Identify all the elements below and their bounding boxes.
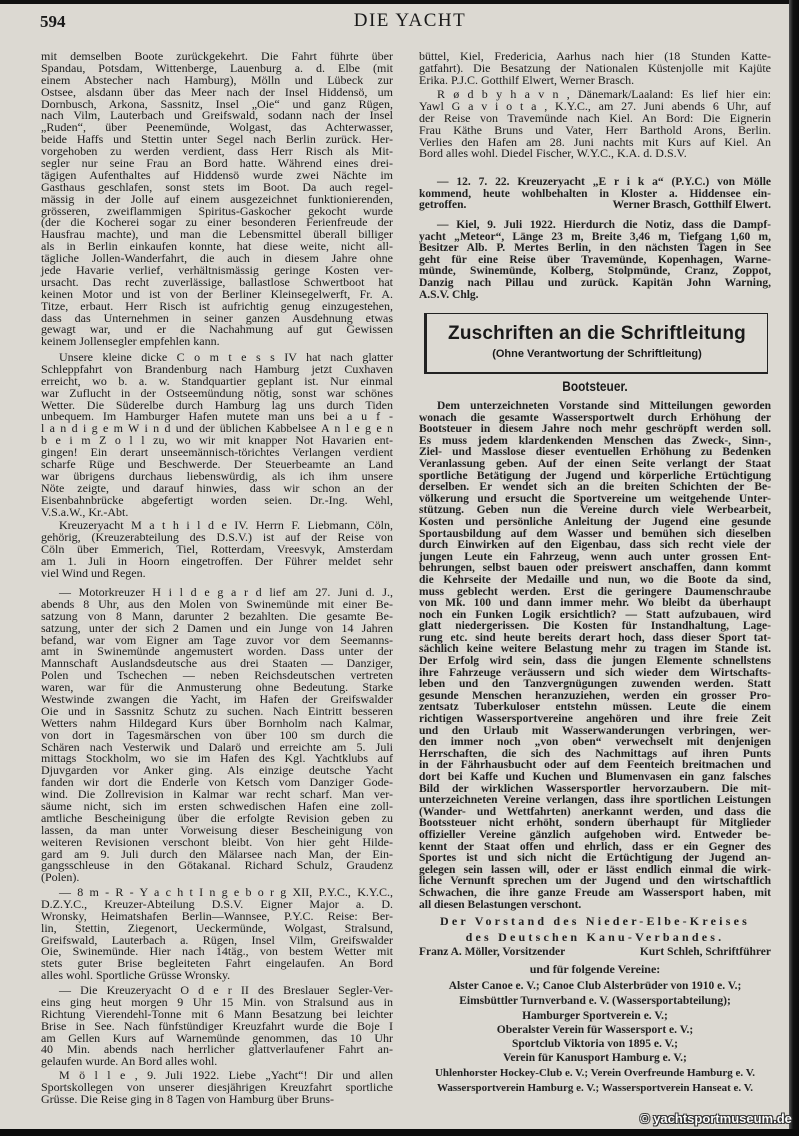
signature-board: Der Vorstand des Nieder-Elbe-Kreises [440, 914, 750, 928]
text-line-content: gesunde Menschen heranzuziehen, werden ein grosser Pro- [419, 689, 771, 702]
text-line-content: gangsschleuse in den Götakanal. Richard Schulz, Graudenz [41, 858, 393, 873]
text-line-content: Ziel- und Masslose dieser eventuellen Erhöhung zu Bedenken [419, 446, 771, 459]
text-line-content: gelaufen wurde. An Bord alles wohl. [41, 1054, 218, 1069]
text-line-content: (Wander- und Wettfahrten) anerkannt werden, und dass die [419, 805, 771, 818]
scan-bottom-edge [0, 1129, 799, 1136]
text-line-content: von Mk. 100 und dann immer mehr. Wo bleibt da überhaupt [419, 597, 771, 610]
text-line-content: lassen, da man unter Vorweisung dieser Bescheinigung von [41, 822, 393, 837]
text-line [41, 504, 393, 519]
watermark: © yachtsportmuseum.de [640, 1111, 792, 1126]
section-subtitle: (Ohne Verantwortung der Schriftleitung) [492, 348, 702, 360]
text-line-content: gard am 9. Juli durch den Mälarsee nach Man, der Ein- [41, 846, 393, 861]
text-line-content: Oie und in Sassnitz Schutz zu suchen. Nach Eintritt besseren [41, 703, 393, 718]
text-line-content: Erika. P.J.C. Gotthilf Elwert, Werner Brasch. [419, 72, 635, 87]
text-line-content: geht für eine Reise über Travemünde, Kopenhagen, Warne- [419, 253, 771, 266]
text-line-content: Brise in See. Nach fünfstündiger Kreuzfahrt wurde die Boje I [41, 1018, 393, 1033]
text-line-content: und den Urlaub mit Wasserwanderungen verbringen, wer- [419, 724, 771, 737]
text-line-content: (der die Kocherei sogar zu einer besonderen Ferienfreude der [41, 215, 393, 230]
text-line-content: Djuvgarden vor Anker ging. Als einzige deutsche Yacht [41, 763, 393, 778]
text-line [419, 598, 771, 610]
text-line-content: war Zuflucht in der Ostseemündung nötig, sonst war schönes [41, 385, 393, 400]
text-line [419, 714, 771, 726]
text-line-content: stets guter Brise begleiteten Fahrt eingelaufen. An Bord [41, 956, 393, 971]
text-line [419, 401, 771, 413]
text-line [41, 860, 393, 872]
text-line-content: Schären nach Vesterwik und Dalarö und erreichte am 5. Juli [41, 739, 393, 754]
club-line: Eimsbüttler Turnverband e. V. (Wassersportabteilung); [459, 995, 731, 1007]
text-line-content: segler nur seine Frau an Bord hatte. Während eines drei- [41, 156, 393, 171]
text-line-content: von dort in Tagesmärschen von über 100 sm durch die [41, 727, 393, 742]
text-line-content: büttel, Kiel, Fredericia, Aarhus nach hier (18 Stunden Katte- [419, 49, 771, 63]
text-line [419, 888, 771, 900]
text-line [419, 656, 771, 668]
signature-names [419, 946, 771, 959]
text-line [419, 72, 771, 87]
text-line-content: muss geblecht werden. Erst die geringere Daumenschraube [419, 585, 771, 598]
text-line-content: Bootsteuer in diesem Jahre noch mehr geschröpft werden soll. [419, 423, 771, 436]
text-line-content: alles wohl. Sportliche Grüsse Wronsky. [41, 968, 231, 983]
club-line: Wassersportverein Hamburg e. V.; Wassersportverein Hanseat e. V. [436, 1082, 754, 1094]
text-line [41, 1091, 393, 1106]
text-line-content: sächlich keine weitere Belastung mehr zu tragen im Stande ist. [419, 643, 771, 656]
text-line-content: „Ruden“, über Peenemünde, Wolgast, das Achterwasser, [41, 120, 393, 135]
text-line-content: am Gellen Kurs auf Warnemünde genommen, das 10 Uhr [41, 1030, 393, 1045]
text-line-content: Sportskollegen von unserer diesjährigen Kreuzfahrt sportliche [41, 1079, 393, 1094]
section-title: Zuschriften an die Schriftleitung [448, 323, 746, 344]
text-line-content: (Polen). [41, 870, 80, 885]
text-line [41, 872, 393, 884]
page-number: 594 [40, 12, 66, 31]
text-line-content: Es muss jedem klardenkenden Menschen das Zweck-, Sinn-, [419, 434, 771, 447]
signature-chair: Franz A. Möller, Vorsitzender [419, 946, 566, 958]
text-line-content: tägigen Aufenthaltes auf Hiddensö wurde zwei Nächte im [41, 167, 393, 182]
text-line-content: gehörig, (Kreuzerabteilung des D.S.V.) ist auf der Reise von [41, 529, 393, 544]
text-line-content: erreicht, wo b. a. w. Standquartier geplant ist. Nur einmal [41, 373, 393, 388]
text-line-content: münde, Swinemünde, Kolberg, Stolpmünde, Cranz, Zoppot, [419, 265, 771, 278]
text-line-content: Veranlassung geben. Auf der einen Seite verlangt der Staat [419, 457, 771, 470]
text-line-content: nach Vilm, Lauterbach und Greifswald, sodann nach der Insel [41, 108, 393, 123]
text-line-content: Sportausbildung auf dem Wasser und bemühen sich dieselben [419, 527, 771, 540]
text-line-content: dass das Unternehmen in seiner ganzen Ausdehnung etwas [41, 310, 393, 325]
text-line-content: Hausfrau machte), und man die Lebensmittel überall billiger [41, 227, 393, 242]
text-line-content: derselben. Er wendet sich an die breiten Schichten der Be- [419, 481, 771, 494]
text-line [419, 575, 771, 587]
clubs-intro: und für folgende Vereine: [529, 962, 661, 976]
text-line-content: Der Erfolg wird sein, dass die jungen Elemente schnellstens [419, 655, 771, 668]
text-line [419, 517, 771, 529]
text-line-content: Besitzer Alb. P. Mertes Berlin, in den nächsten Tagen in See [419, 242, 771, 255]
text-line [41, 565, 393, 580]
text-line-content: keinen Motor und ist von der Berliner Kleinsegelwerft, Fr. A. [41, 286, 393, 301]
text-line-content: sportliche Betätigung der Jugend und körperliche Ertüchtigung [419, 469, 771, 482]
text-line-content: beide Haffs und Stettin unter Segel nach Berlin zurück. Her- [41, 132, 393, 147]
text-line-content: Unsere kleine dicke C o m t e s s IV hat nach glatter [59, 350, 393, 364]
text-line-content: Schwachen, die ihre ganze Freude am Wassersport haben, mit [419, 886, 771, 899]
text-line-content: Richtung Vierendehl-Tonne mit 6 Mann Besatzung bei leichter [41, 1006, 393, 1021]
paragraph-meteor [419, 220, 771, 301]
text-line-content: behrungen, selbst bauen oder preiswert anschaffen, dann kommt [419, 562, 771, 575]
signature-secretary: Kurt Schleh, Schriftführer [639, 946, 771, 958]
text-line-content: Kreuzeryacht M a t h i l d e IV. Herrn F. Liebmann, Cöln, [59, 518, 393, 532]
text-line-content: offizieller Vereine gänzlich aufgehoben wird. Entweder be- [419, 828, 771, 841]
text-line-content: dort bei Kaffe und Kuchen und Blumenvasen ein ganz falsches [419, 771, 771, 783]
paragraph-roedbyhavn [419, 89, 771, 160]
text-line-content: Bild der wirklichen Wassersportler hervorzaubern. Die mit- [419, 782, 771, 795]
text-line-content: rung etc. sind heute bereits derart hoch, dass dieser Sport tat- [419, 631, 771, 644]
text-line-content: amtliche Bescheinigung über die erfolgte Revision geben zu [41, 810, 393, 825]
paragraph-moelle [41, 1070, 393, 1106]
running-title: DIE YACHT [353, 10, 467, 31]
text-line [419, 220, 771, 232]
text-line-content: liche Vernunft sprechen um der Jugend und den wirtschaftlich [419, 875, 771, 888]
text-line-content: Dem unterzeichneten Vorstande sind Mitteilungen geworden [437, 400, 771, 412]
club-line: Sportclub Viktoria von 1895 e. V.; [511, 1038, 679, 1050]
text-line [419, 459, 771, 471]
paragraph-erika [419, 177, 771, 212]
text-line-content: gelegen sein lassen will, oder er lässt endlich einmal die wirk- [419, 863, 771, 876]
text-line-content: leben und den Tanzvergnügungen zuwenden werden. Statt [419, 678, 771, 691]
text-line-content: Wetters nahm Hildegard Kurs über Bornholm nach Kalmar, [41, 715, 393, 730]
text-line-content: wonach die gesamte Wassersportwelt durch Erhöhung der [419, 411, 771, 424]
text-line-content: scharfe Rüge und Beschwerde. Der Steuerbeamte an Land [41, 457, 393, 472]
text-line-content: wind. Die Zollrevision in Kalmar war recht scharf. Man ver- [41, 787, 393, 802]
text-line-content: mittags Stockholm, wo sie im Hafen des Kgl. Yachtklubs auf [41, 751, 393, 766]
text-line-content: Kosten und persönliche Anleitung der Jugend eine gesunde [419, 515, 771, 528]
text-line [419, 148, 771, 160]
text-line-content: M ö l l e , 9. Juli 1922. Liebe „Yacht“! Dir und allen [59, 1068, 393, 1082]
text-line-content: V.S.a.W., Kr.-Abt. [41, 504, 129, 519]
paragraph-risch-trip [41, 51, 393, 348]
text-line-content: ursacht. Das recht zuverlässige, ballastlose Schwertboot hat [41, 274, 393, 289]
text-line-content: am 1. Juli in Hoorn eingetroffen. Der Führer meldet sehr [41, 553, 393, 568]
signature: Werner Brasch, Gotthilf Elwert. [612, 199, 771, 212]
text-line-content: Cöln über Emmerich, Tiel, Rotterdam, Vreesvyk, Amsterdam [41, 541, 393, 556]
club-line: Oberalster Verein für Wassersport e. V.; [496, 1024, 694, 1036]
text-line-content: lin, Stettin, Ziegenort, Ueckermünde, Wolgast, Stralsund, [41, 920, 393, 935]
text-line-content: gingen! Ein derart unseemännisch-törichtes Verlangen verdient [41, 445, 393, 460]
text-line-content: — 8 m - R - Y a c h t I n g e b o r g XII, P.Y.C., K.Y.C., [59, 885, 393, 899]
text-line-content: durch Einwirken auf den Eigenbau, dass sich recht viele der [419, 539, 771, 552]
text-line-content: einem Abstecher nach Hamburg), Mölln und Lübeck zur [41, 72, 393, 87]
text-line-content: Oie, Swinemünde. Hier nach 14täg., von bestem Wetter mit [41, 944, 393, 959]
text-line-content: viel Wind und Regen. [41, 565, 146, 580]
scan-top-edge [0, 0, 799, 4]
text-line-content: säume nicht, sich im ersten schwedischen Hafen eine zoll- [41, 799, 393, 814]
text-line-content: war übrigens durchaus liebenswürdig, als ich ihm unsere [41, 468, 393, 483]
text-line-content: A.S.V. Chlg. [419, 288, 479, 301]
paragraph-moelle-cont [419, 51, 771, 87]
text-line-content: Frau Käthe Bruns und Vater, Herr Barthold Arons, Berlin. [419, 122, 771, 137]
text-line [419, 900, 771, 912]
text-line-content: Eisenbahnbrücke abgefertigt worden seien. Dr.-Ing. Wehl, [41, 492, 393, 507]
text-line-content: ihre Fahrzeuge veräussern und sich wieder dem Wirtschafts- [419, 666, 771, 679]
text-line-content: zentsatz Tuberkuloser entstehn müssen. Leute die einem [419, 701, 771, 714]
text-line-content: 40 Min. abends nach herrlicher glattverlaufener Fahrt an- [41, 1042, 393, 1057]
text-line-content: Verlies den Hafen am 28. Juni nachts mit Kurs auf Kiel. An [419, 134, 771, 149]
scan-right-edge [789, 0, 799, 1136]
text-line-content: fanden wir dort die Enderle von Ketsch vom Danziger Gode- [41, 775, 393, 790]
text-line [419, 853, 771, 865]
text-line-content: gewagt war, und er die Nachahmung auf gut Gewissen [41, 322, 393, 337]
text-line-content: Westwinde zwangen die Yacht, im Hafen der Greifswalder [41, 692, 393, 707]
signature-association: des Deutschen Kanu-Verbandes. [465, 930, 725, 944]
text-line-content: Yawl G a v i o t a , K.Y.C., am 27. Juni abends 6 Uhr, auf [419, 98, 771, 113]
text-line-content: mässig in der Jolle auf einem ausgezeichnet funktionierenden, [41, 191, 393, 206]
text-line-content: — Kiel, 9. Juli 1922. Hierdurch die Notiz, dass die Dampf- [437, 219, 771, 231]
text-line [41, 1056, 393, 1068]
paragraph-bootsteuer [419, 401, 771, 911]
text-line-content: völkerung und ersucht die Sportvereine um weitgehende Unter- [419, 492, 771, 505]
text-line [419, 290, 771, 302]
paragraph-mathilde [41, 520, 393, 579]
text-line-content: den immer noch „von oben“ verwechselt mit denjenigen [419, 736, 771, 749]
club-line: Alster Canoe e. V.; Canoe Club Alsterbrüder von 1910 e. V.; [448, 980, 742, 992]
paragraph-ingeborg [41, 887, 393, 982]
text-line-content: Nöte zeigte, und darauf hinwies, dass wir schon an der [41, 480, 393, 495]
text-line-content: D.Z.Y.C., Kreuzer-Abteilung D.S.V. Eigner Major a. D. [41, 896, 393, 911]
text-line-content: unterzeichneten Vereine verlangen, dass ihre sportlichen Leistungen [419, 794, 771, 807]
text-line-content: stützung. Geben nun die Vereine durch viele Werbearbeit, [419, 504, 771, 517]
text-line-content: satzung, unter der sich 2 Damen und ein Junge von 14 Jahren [41, 620, 393, 635]
text-line-content: Spandau, Potsdam, Wittenberge, Lauenburg a. d. Elbe (mit [41, 60, 393, 75]
text-line-content: Greifswald, Lauterbach a. Rügen, Insel Vilm, Greifswalder [41, 932, 393, 947]
text-line-content: getroffen. [419, 199, 467, 212]
text-line-content: als in Berlin einkaufen konnte, hat diese weite, nicht all- [41, 239, 393, 254]
text-line-content: keinem Jollensegler empfehlen kann. [41, 334, 220, 349]
text-line-content: kommend, heute wohlbehalten in Kloster a. Hiddensee ein- [419, 187, 771, 200]
text-line-content: gatfahrt). Die Besatzung der Nationalen Küstenjolle mit Kajüte [419, 60, 771, 75]
text-line-content: satzung von 8 Mann, darunter 2 bezahlten. Die gesamte Be- [41, 608, 393, 623]
text-line-content: waren, war für die Anmusterung ohne Bedeutung. Starke [41, 680, 393, 695]
text-line-content: grösseren, zweiflammigen Spiritus-Gaskocher gekocht wurde [41, 203, 393, 218]
text-line-content: l a n d i g e m W i n d und der üblichen Kabbelsee A n l e g e n [41, 421, 393, 436]
text-line-content: mit demselben Boote zurückgekehrt. Die Fahrt führte über [41, 49, 393, 63]
text-line-content: die Kehrseite der Medaille und nun, wo die Boote da sind, [419, 573, 771, 586]
club-line: Verein für Kanusport Hamburg e. V.; [503, 1052, 687, 1064]
paragraph-oder [41, 985, 393, 1068]
text-line-content: Ostsee, alsdann über das Meer nach der Insel Hiddensö, um [41, 84, 393, 99]
text-line-content: b e i m Z o l l zu, wo wir mit knapper Not Havarien ent- [41, 433, 393, 448]
club-line: Uhlenhorster Hockey-Club e. V.; Verein Overfreunde Hamburg e. V. [434, 1067, 756, 1079]
text-line-content: — Motorkreuzer H i l d e g a r d lief am 27. Juni d. J., [59, 585, 393, 599]
text-line-content: befand, war vom Eigner am Tage zuvor vor dem Seemanns- [41, 632, 393, 647]
letters-section-box [424, 313, 768, 374]
text-line-content: yacht „Meteor“, Länge 23 m, Breite 3,46 m, Tiefgang 1,60 m, [419, 230, 771, 243]
text-line [419, 177, 771, 189]
text-line-content: — 12. 7. 22. Kreuzeryacht „E r i k a“ (P.Y.C.) von Mölle [437, 176, 771, 188]
text-line [419, 540, 771, 552]
text-line [419, 482, 771, 494]
text-line-content: abends 8 Uhr, aus den Molen von Swinemünde mit einer Be- [41, 596, 393, 611]
text-line-content: kennt der Staat offen und ehrlich, dass er ein Gegner des [419, 840, 771, 853]
text-line-content: Gasthaus geschlafen, sonst stets im Boot. Da auch regel- [41, 179, 393, 194]
text-line-content: jungen Leute ein Fahrzeug, wenn auch unter grossen Ent- [419, 550, 771, 563]
text-line-content: Bord alles wohl. Diedel Fischer, W.Y.C., K.A. d. D.S.V. [419, 146, 687, 161]
text-line [41, 336, 393, 348]
text-line-content: Schleppfahrt von Brandenburg nach Hamburg jetzt Cuxhaven [41, 361, 393, 376]
text-line-content: — Die Kreuzeryacht O d e r II des Breslauer Segler-Ver- [59, 983, 393, 997]
text-line-content: Grüsse. Die Reise ging in 8 Tagen von Hamburg über Bruns- [41, 1091, 335, 1106]
text-line-content: eins ging heut morgen 9 Uhr 15 Min. von Stralsund aus in [41, 994, 393, 1009]
text-line [419, 200, 771, 212]
text-line-content: unbequem. Im Hamburger Hafen mutete man uns bei a u f - [41, 409, 393, 424]
text-line-content: Dornbusch, Arkona, Sassnitz, Insel „Oie“ und ganz Rügen, [41, 96, 393, 111]
text-line [419, 772, 771, 784]
text-line-content: weiteren Revisionen verschont bleibt. Von hier geht Hilde- [41, 834, 393, 849]
text-line-content: Wetter. Die Süderelbe durch Hamburg lag uns durch Tiden [41, 397, 393, 412]
letter-heading: Bootsteuer. [562, 378, 628, 394]
text-line-content: Bootssteuer nicht erhöht, sondern überhaupt für Mitglieder [419, 817, 771, 830]
text-line-content: Titze, erbaut. Herr Risch ist aufrichtig genug einzugestehen, [41, 298, 393, 313]
text-line-content: richtigen Wassersportvereine angehören und ihre freie Zeit [419, 713, 771, 726]
text-line-content: Sportes ist und sich nicht die Ertüchtigung der Jugend an- [419, 852, 771, 865]
text-line-content: Wronsky, Heimatshafen Berlin—Wannsee, P.Y.C. Reise: Ber- [41, 908, 393, 923]
text-line-content: noch ein Funken Logik ersichtlich? — Statt aufzubauen, wird [419, 608, 771, 621]
text-line-content: jede Havarie verlief, verhältnismässig geringe Kosten ver- [41, 263, 393, 278]
text-line-content: all diesen Belastungen verschont. [419, 898, 582, 911]
text-line-content: glatt niedergerissen. Die Kosten für Instandhaltung, Lage- [419, 620, 771, 633]
paragraph-comtess [41, 352, 393, 518]
text-line-content: Herrschaften, die sich des Nachmittags auf ihren Punts [419, 747, 771, 760]
club-line: Hamburger Sportverein e. V.; [522, 1010, 668, 1022]
text-line-content: R ø d b y h a v n , Dänemark/Laaland: Es lief hier ein: [437, 87, 771, 101]
text-line-content: vorgehoben zu werden verdient, dass Herr Risch als Mit- [41, 144, 393, 159]
text-line [419, 278, 771, 290]
text-line-content: in der Fährhausbucht oder auf dem Feenteich breitmachen und [419, 759, 771, 772]
text-line-content: Polen und Tschechen — neben Reichsdeutschen vertreten [41, 668, 393, 683]
text-line [41, 970, 393, 982]
text-line-content: tägliche Jollen-Wanderfahrt, die auch in diesem Jahre ohne [41, 251, 393, 266]
text-line-content: amt in Swinemünde angemustert worden. Dass unter der [41, 644, 393, 659]
paragraph-hildegard [41, 587, 393, 884]
text-line-content: Danzig nach Pillau und zurück. Kapitän John Warning, [419, 276, 771, 289]
text-line-content: Mannschaft Auslandsdeutsche aus drei Staaten — Danziger, [41, 656, 393, 671]
text-line [419, 830, 771, 842]
text-line-content: der Reise von Travemünde nach Kiel. An Bord: Die Eignerin [419, 110, 771, 125]
